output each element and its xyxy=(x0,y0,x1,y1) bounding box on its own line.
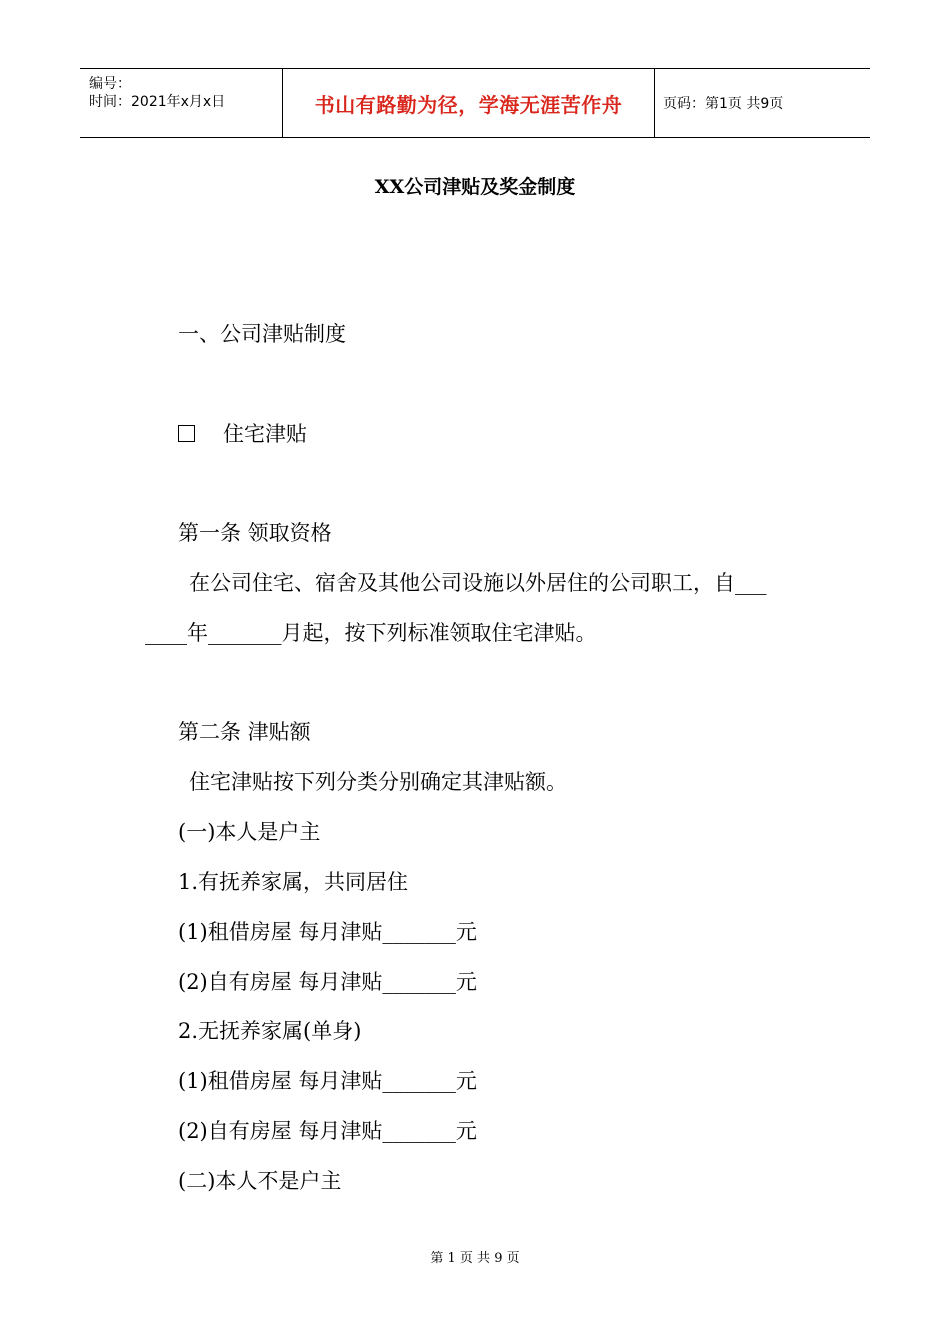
list-item: (1)租借房屋 每月津贴_______元 xyxy=(178,920,477,944)
list-item: (一)本人是户主 xyxy=(178,820,321,844)
checkbox-icon xyxy=(178,425,195,442)
list-item: (2)自有房屋 每月津贴_______元 xyxy=(178,970,477,994)
document-title: XX公司津贴及奖金制度 xyxy=(374,176,576,198)
article-1-text-line-2: ____年_______月起，按下列标准领取住宅津贴。 xyxy=(145,621,597,645)
document-date-label: 时间：2021年x月x日 xyxy=(89,94,226,110)
section-heading: 一、公司津贴制度 xyxy=(178,322,346,346)
subsection-label: 住宅津贴 xyxy=(223,422,307,446)
article-2-intro: 住宅津贴按下列分类分别确定其津贴额。 xyxy=(189,770,567,794)
list-item: (1)租借房屋 每月津贴_______元 xyxy=(178,1069,477,1093)
header-motto: 书山有路勤为径，学海无涯苦作舟 xyxy=(314,92,623,117)
article-1-text-line-1: 在公司住宅、宿舍及其他公司设施以外居住的公司职工，自___ xyxy=(189,571,767,595)
list-item: (二)本人不是户主 xyxy=(178,1169,342,1193)
header-info-cell xyxy=(80,69,282,137)
list-item: 2.无抚养家属(单身) xyxy=(178,1019,362,1043)
header-page-label: 页码：第1页 共9页 xyxy=(663,96,784,112)
list-item: 1.有抚养家属，共同居住 xyxy=(178,870,409,894)
document-number-label: 编号： xyxy=(89,76,131,92)
subsection-heading xyxy=(178,420,307,448)
page-footer: 第 1 页 共 9 页 xyxy=(430,1251,520,1266)
article-2-heading: 第二条 津贴额 xyxy=(178,720,311,744)
document-header xyxy=(80,68,870,138)
header-page-cell xyxy=(655,69,870,137)
article-1-heading: 第一条 领取资格 xyxy=(178,521,332,545)
list-item: (2)自有房屋 每月津贴_______元 xyxy=(178,1119,477,1143)
header-motto-cell xyxy=(282,69,655,137)
